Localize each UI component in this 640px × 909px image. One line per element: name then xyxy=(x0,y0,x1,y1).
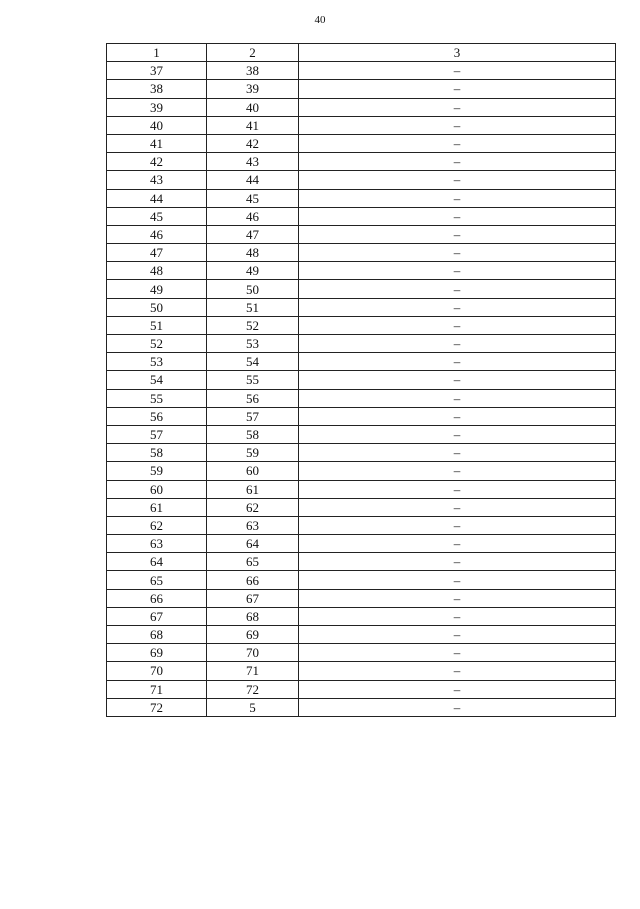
table-cell: 67 xyxy=(107,607,207,625)
table-cell: 46 xyxy=(107,225,207,243)
table-cell: 43 xyxy=(107,171,207,189)
table-cell: – xyxy=(299,389,616,407)
table-cell: 62 xyxy=(207,498,299,516)
table-cell: – xyxy=(299,98,616,116)
table-cell: 66 xyxy=(107,589,207,607)
table-cell: 58 xyxy=(207,425,299,443)
table-cell: 53 xyxy=(207,335,299,353)
table-cell: 42 xyxy=(207,134,299,152)
table-cell: 41 xyxy=(107,134,207,152)
table-cell: 56 xyxy=(107,407,207,425)
table-cell: 65 xyxy=(107,571,207,589)
table-row xyxy=(107,389,616,407)
table-cell: 54 xyxy=(207,353,299,371)
table-cell: 50 xyxy=(107,298,207,316)
table-row xyxy=(107,335,616,353)
table-row xyxy=(107,116,616,134)
table-cell: – xyxy=(299,480,616,498)
table-cell: 40 xyxy=(107,116,207,134)
table-row xyxy=(107,225,616,243)
table-cell: – xyxy=(299,698,616,716)
table-cell: 39 xyxy=(107,98,207,116)
table-row xyxy=(107,171,616,189)
table-row xyxy=(107,516,616,534)
table-row xyxy=(107,353,616,371)
table-cell: – xyxy=(299,171,616,189)
table-row xyxy=(107,662,616,680)
table-cell: – xyxy=(299,626,616,644)
table-cell: – xyxy=(299,425,616,443)
table-cell: – xyxy=(299,662,616,680)
table-cell: 69 xyxy=(107,644,207,662)
table-cell: – xyxy=(299,680,616,698)
table-cell: 38 xyxy=(207,62,299,80)
table-row xyxy=(107,480,616,498)
table-row xyxy=(107,189,616,207)
table-cell: 39 xyxy=(207,80,299,98)
table-row xyxy=(107,407,616,425)
table-row xyxy=(107,535,616,553)
table-cell: – xyxy=(299,371,616,389)
table-cell: – xyxy=(299,134,616,152)
table-cell: – xyxy=(299,444,616,462)
table-cell: 61 xyxy=(107,498,207,516)
table-row xyxy=(107,244,616,262)
table-cell: – xyxy=(299,644,616,662)
table-row xyxy=(107,80,616,98)
table-cell: 63 xyxy=(207,516,299,534)
table-cell: 66 xyxy=(207,571,299,589)
table-body xyxy=(107,62,616,717)
table-cell: – xyxy=(299,244,616,262)
table-cell: – xyxy=(299,189,616,207)
table-cell: – xyxy=(299,80,616,98)
table-cell: 47 xyxy=(107,244,207,262)
table-cell: 40 xyxy=(207,98,299,116)
column-header: 1 xyxy=(107,44,207,62)
table-cell: – xyxy=(299,607,616,625)
table-cell: – xyxy=(299,62,616,80)
table-row xyxy=(107,462,616,480)
table-cell: – xyxy=(299,280,616,298)
table-row xyxy=(107,680,616,698)
table-cell: 59 xyxy=(107,462,207,480)
table-cell: 47 xyxy=(207,225,299,243)
table-cell: 62 xyxy=(107,516,207,534)
table-cell: – xyxy=(299,116,616,134)
table-cell: – xyxy=(299,225,616,243)
table-cell: 68 xyxy=(207,607,299,625)
table-cell: 56 xyxy=(207,389,299,407)
table-row xyxy=(107,207,616,225)
table-cell: 55 xyxy=(207,371,299,389)
table-cell: 55 xyxy=(107,389,207,407)
table-row xyxy=(107,298,616,316)
table-cell: 49 xyxy=(107,280,207,298)
table-cell: 53 xyxy=(107,353,207,371)
table-cell: 54 xyxy=(107,371,207,389)
table-row xyxy=(107,262,616,280)
table-cell: – xyxy=(299,589,616,607)
table-cell: – xyxy=(299,516,616,534)
table-cell: – xyxy=(299,353,616,371)
table-cell: 49 xyxy=(207,262,299,280)
table-row xyxy=(107,62,616,80)
column-header: 3 xyxy=(299,44,616,62)
table-cell: 70 xyxy=(207,644,299,662)
table-row xyxy=(107,571,616,589)
table-cell: – xyxy=(299,262,616,280)
table-cell: 61 xyxy=(207,480,299,498)
table-cell: 42 xyxy=(107,153,207,171)
table-row xyxy=(107,698,616,716)
table-cell: 71 xyxy=(107,680,207,698)
table-cell: – xyxy=(299,153,616,171)
table-cell: 52 xyxy=(107,335,207,353)
table-cell: – xyxy=(299,407,616,425)
table-row xyxy=(107,98,616,116)
table-cell: – xyxy=(299,335,616,353)
table-cell: 70 xyxy=(107,662,207,680)
table-cell: 69 xyxy=(207,626,299,644)
table-cell: – xyxy=(299,498,616,516)
table-row xyxy=(107,280,616,298)
table-cell: 44 xyxy=(107,189,207,207)
table-cell: 41 xyxy=(207,116,299,134)
table-cell: 68 xyxy=(107,626,207,644)
table-cell: 59 xyxy=(207,444,299,462)
table-row xyxy=(107,644,616,662)
table-cell: – xyxy=(299,298,616,316)
table-cell: 37 xyxy=(107,62,207,80)
table-cell: 67 xyxy=(207,589,299,607)
table-cell: – xyxy=(299,535,616,553)
table-cell: 60 xyxy=(207,462,299,480)
table-cell: 44 xyxy=(207,171,299,189)
table-cell: 5 xyxy=(207,698,299,716)
table-cell: – xyxy=(299,553,616,571)
table-cell: 65 xyxy=(207,553,299,571)
table-row xyxy=(107,607,616,625)
table-cell: 50 xyxy=(207,280,299,298)
page-number: 40 xyxy=(314,14,326,26)
table-cell: 64 xyxy=(107,553,207,571)
table-cell: – xyxy=(299,571,616,589)
table-cell: 51 xyxy=(107,316,207,334)
table-cell: 51 xyxy=(207,298,299,316)
table-row xyxy=(107,553,616,571)
table-row xyxy=(107,153,616,171)
table-row xyxy=(107,371,616,389)
data-table xyxy=(106,43,616,717)
table-cell: 48 xyxy=(207,244,299,262)
table-cell: 64 xyxy=(207,535,299,553)
table-cell: 52 xyxy=(207,316,299,334)
table-cell: 46 xyxy=(207,207,299,225)
table-cell: 72 xyxy=(207,680,299,698)
table-cell: 38 xyxy=(107,80,207,98)
table-cell: 45 xyxy=(107,207,207,225)
table-row xyxy=(107,425,616,443)
table-header-row xyxy=(107,44,616,62)
table-cell: 57 xyxy=(107,425,207,443)
table-row xyxy=(107,589,616,607)
table-cell: 72 xyxy=(107,698,207,716)
table-cell: 57 xyxy=(207,407,299,425)
table-row xyxy=(107,444,616,462)
table-row xyxy=(107,316,616,334)
table-cell: 48 xyxy=(107,262,207,280)
table-cell: 60 xyxy=(107,480,207,498)
table-cell: – xyxy=(299,207,616,225)
table-cell: 63 xyxy=(107,535,207,553)
column-header: 2 xyxy=(207,44,299,62)
table-cell: – xyxy=(299,462,616,480)
table-cell: 58 xyxy=(107,444,207,462)
table-cell: 45 xyxy=(207,189,299,207)
table-row xyxy=(107,134,616,152)
table-cell: – xyxy=(299,316,616,334)
table-cell: 43 xyxy=(207,153,299,171)
table-cell: 71 xyxy=(207,662,299,680)
table-row xyxy=(107,626,616,644)
table-row xyxy=(107,498,616,516)
